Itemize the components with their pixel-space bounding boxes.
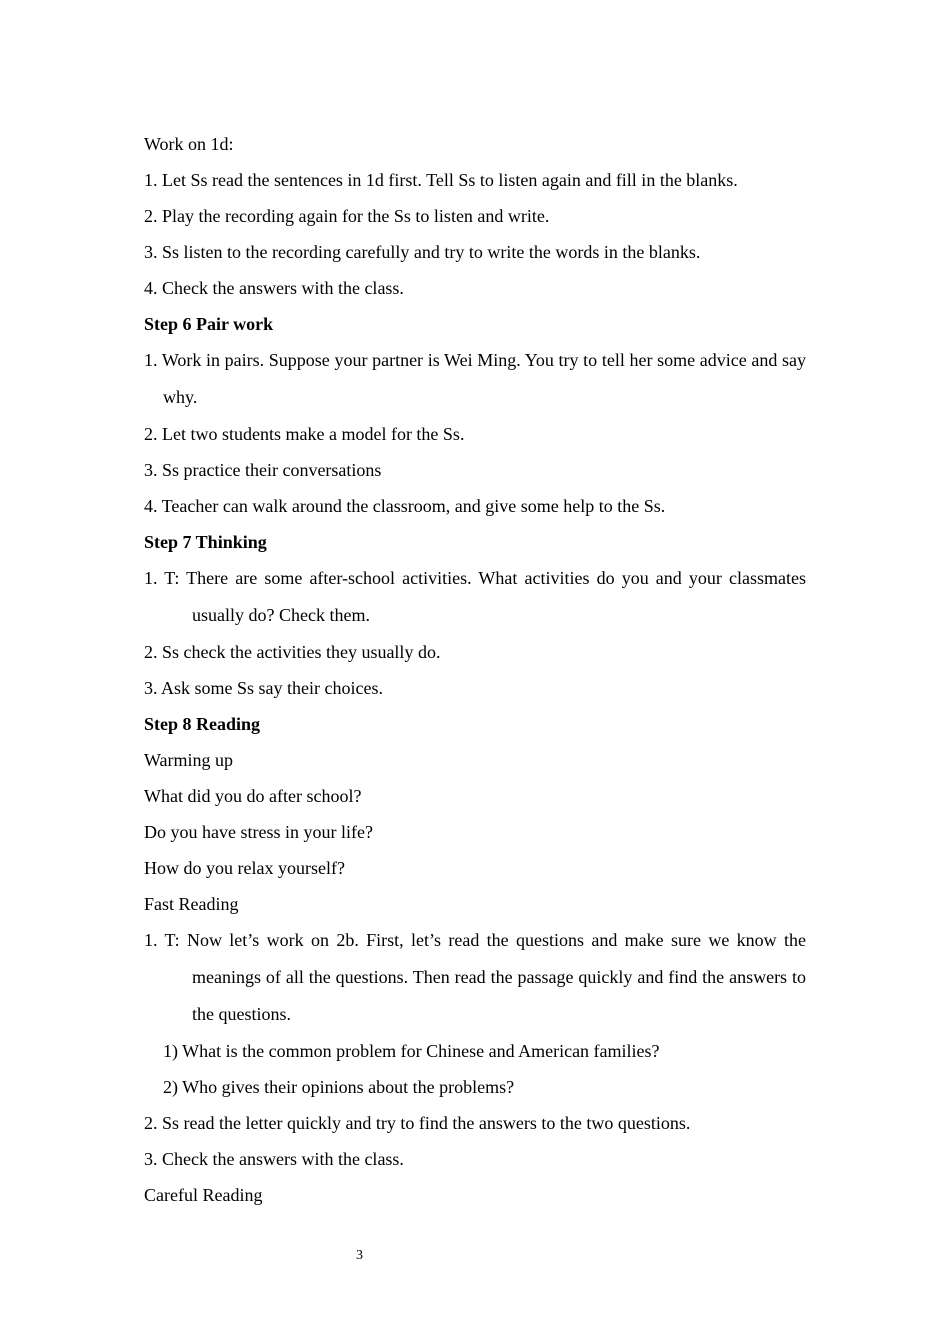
step-8-heading: Step 8 Reading — [144, 714, 261, 734]
list-item: 3. Check the answers with the class. — [144, 1149, 404, 1169]
list-item: 4. Check the answers with the class. — [144, 278, 404, 298]
sub-question: 2) Who gives their opinions about the problems? — [163, 1077, 515, 1097]
list-item: 1. Let Ss read the sentences in 1d first. Tell Ss to listen again and fill in the blanks. — [144, 170, 738, 190]
list-item: 3. Ss listen to the recording carefully and try to write the words in the blanks. — [144, 242, 701, 262]
section-label-work-on-1d: Work on 1d: — [144, 134, 234, 154]
subsection-careful-reading: Careful Reading — [144, 1185, 263, 1205]
list-item: 2. Ss read the letter quickly and try to find the answers to the two questions. — [144, 1113, 691, 1133]
step-6-heading: Step 6 Pair work — [144, 314, 274, 334]
list-item: 1. Work in pairs. Suppose your partner is Wei Ming. You try to tell her some advice and say why. — [144, 350, 806, 407]
list-item: 2. Play the recording again for the Ss to listen and write. — [144, 206, 550, 226]
page-number: 3 — [356, 1248, 363, 1263]
sub-question: 1) What is the common problem for Chinese and American families? — [163, 1041, 660, 1061]
list-item: 1. T: Now let’s work on 2b. First, let’s read the questions and make sure we know the meanings of all the questions. Then read the passage quickly and find the answers to the questions. — [144, 930, 806, 1024]
subsection-warming-up: Warming up — [144, 750, 234, 770]
list-item: 2. Let two students make a model for the Ss. — [144, 424, 465, 444]
list-item: 4. Teacher can walk around the classroom, and give some help to the Ss. — [144, 496, 666, 516]
list-item: 1. T: There are some after-school activities. What activities do you and your classmates usually do? Check them. — [144, 568, 806, 625]
question-line: How do you relax yourself? — [144, 858, 345, 878]
list-item: 3. Ask some Ss say their choices. — [144, 678, 383, 698]
step-7-heading: Step 7 Thinking — [144, 532, 267, 552]
question-line: What did you do after school? — [144, 786, 362, 806]
page-content — [144, 126, 806, 1213]
list-item: 3. Ss practice their conversations — [144, 460, 382, 480]
question-line: Do you have stress in your life? — [144, 822, 373, 842]
list-item: 2. Ss check the activities they usually do. — [144, 642, 441, 662]
subsection-fast-reading: Fast Reading — [144, 894, 239, 914]
